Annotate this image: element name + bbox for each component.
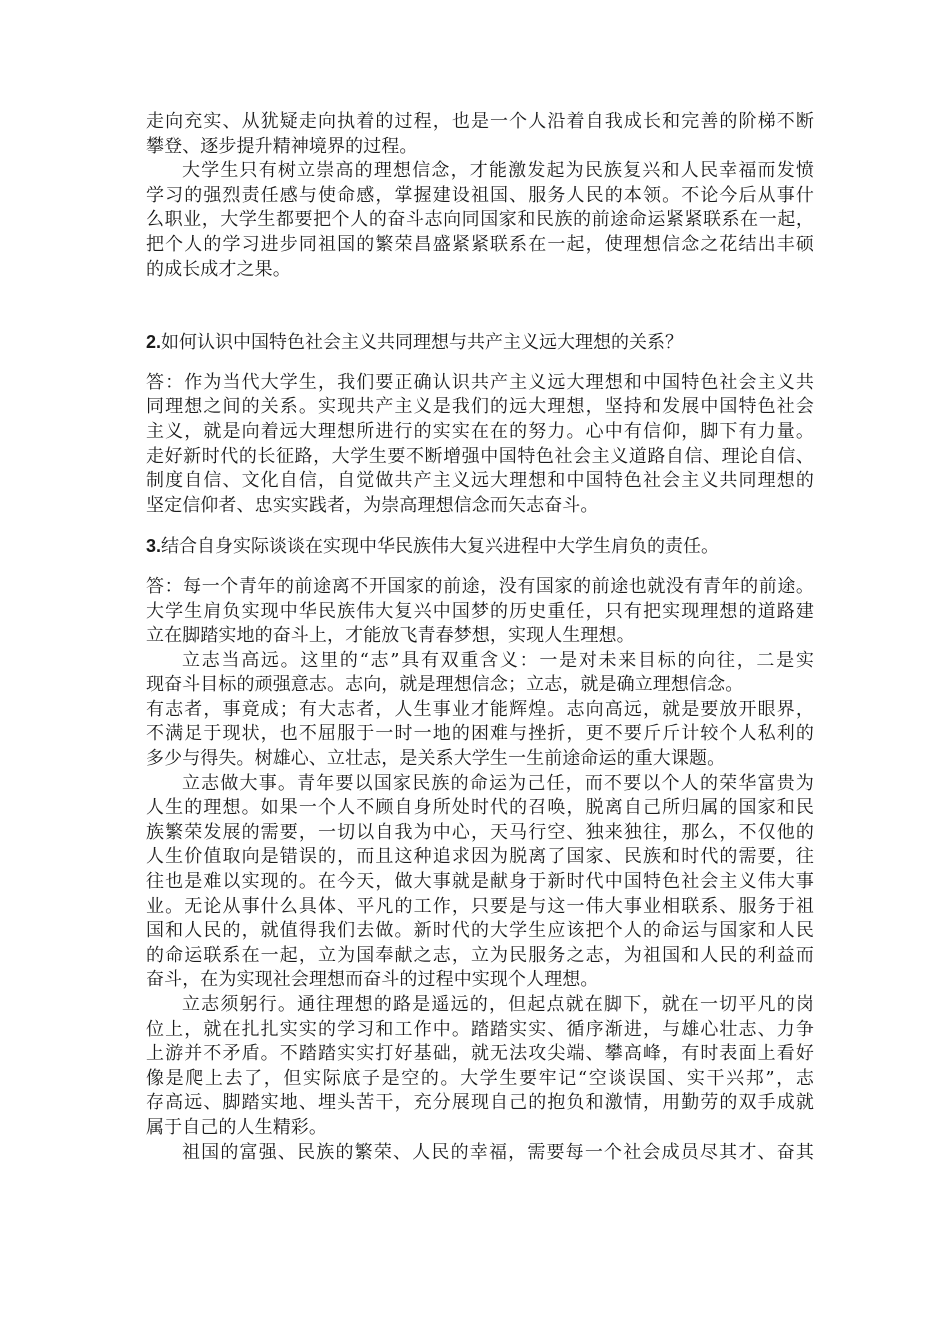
text-line: 业。无论从事什么具体、平凡的工作，只要是与这一伟大事业相联系、服务于祖	[146, 895, 814, 917]
answer-2	[146, 371, 814, 519]
text-line: 立在脚踏实地的奋斗上，才能放飞青春梦想，实现人生理想。	[146, 625, 635, 647]
paragraph-great-deeds	[146, 772, 814, 993]
text-line: 攀登、逐步提升精神境界的过程。	[146, 135, 418, 157]
question-number: 2.	[146, 332, 162, 353]
text-line: 属于自己的人生精彩。	[146, 1116, 327, 1138]
text-line: 制度自信、文化自信，自觉做共产主义远大理想和中国特色社会主义共同理想的	[146, 470, 814, 492]
document-page	[146, 110, 814, 1165]
text-line: 立志须躬行。通往理想的路是遥远的，但起点就在脚下，就在一切平凡的岗	[182, 994, 814, 1015]
text-line: 上游并不矛盾。不踏踏实实打好基础，就无法攻尖端、攀高峰，有时表面上看好	[146, 1043, 814, 1065]
paragraph-closing	[146, 1141, 814, 1166]
text-line: 国和人民的，就值得我们去做。新时代的大学生应该把个人的命运与国家和人民	[146, 920, 814, 942]
text-line: 学习的强烈责任感与使命感，掌握建设祖国、服务人民的本领。不论今后从事什	[146, 184, 814, 206]
text-line: 的成长成才之果。	[146, 258, 291, 280]
spacer	[146, 559, 814, 575]
text-line: 立志当高远。这里的“志”具有双重含义：一是对未来目标的向往，二是实	[182, 649, 814, 671]
text-line: 人生的理想。如果一个人不顾自身所处时代的召唤，脱离自己所归属的国家和民	[146, 797, 814, 819]
text-line: 答：作为当代大学生，我们要正确认识共产主义远大理想和中国特色社会主义共	[146, 371, 814, 393]
text-line: 大学生只有树立崇高的理想信念，才能激发起为民族复兴和人民幸福而发愤	[182, 160, 814, 182]
text-line: 坚定信仰者、忠实实践者，为崇高理想信念而矢志奋斗。	[146, 494, 599, 516]
text-line: 位上，就在扎扎实实的学习和工作中。踏踏实实、循序渐进，与雄心壮志、力争	[146, 1018, 814, 1040]
question-2-heading	[146, 330, 814, 355]
text-line: 像是爬上去了，但实际底子是空的。大学生要牢记“空谈误国、实干兴邦”，志	[146, 1067, 814, 1089]
question-text: 结合自身实际谈谈在实现中华民族伟大复兴进程中大学生肩负的责任。	[161, 536, 720, 558]
question-3-heading	[146, 534, 814, 559]
text-line: 现奋斗目标的顽强意志。志向，就是理想信念；立志，就是确立理想信念。	[146, 674, 744, 696]
text-line: 走好新时代的长征路，大学生要不断增强中国特色社会主义道路自信、理论自信、	[146, 445, 814, 467]
text-line: 人生价值取向是错误的，而且这种追求因为脱离了国家、民族和时代的需要，往	[146, 846, 814, 868]
text-line: 大学生肩负实现中华民族伟大复兴中国梦的历史重任，只有把实现理想的道路建	[146, 600, 814, 622]
text-line: 主义，就是向着远大理想所进行的实实在在的努力。心中有信仰，脚下有力量。	[146, 420, 814, 442]
question-number: 3.	[146, 536, 162, 557]
paragraph-students	[146, 159, 814, 282]
text-line: 的命运联系在一起，立为国奉献之志，立为民服务之志，为祖国和人民的利益而	[146, 944, 814, 966]
paragraph-practice	[146, 993, 814, 1141]
text-line: 族繁荣发展的需要，一切以自我为中心，天马行空、独来独往，那么，不仅他的	[146, 821, 814, 843]
text-line: 往也是难以实现的。在今天，做大事就是献身于新时代中国特色社会主义伟大事	[146, 871, 814, 893]
question-text: 如何认识中国特色社会主义共同理想与共产主义远大理想的关系？	[161, 332, 684, 354]
text-line: 有志者，事竟成；有大志者，人生事业才能辉煌。志向高远，就是要放开眼界，	[146, 698, 814, 720]
text-line: 把个人的学习进步同祖国的繁荣昌盛紧紧联系在一起，使理想信念之花结出丰硕	[146, 233, 814, 255]
text-line: 存高远、脚踏实地、埋头苦干，充分展现自己的抱负和激情，用勤劳的双手成就	[146, 1092, 814, 1114]
text-line: 么职业，大学生都要把个人的奋斗志向同国家和民族的前途命运紧紧联系在一起，	[146, 209, 814, 231]
text-line: 立志做大事。青年要以国家民族的命运为己任，而不要以个人的荣华富贵为	[182, 772, 814, 794]
text-line: 多少与得失。树雄心、立壮志，是关系大学生一生前途命运的重大课题。	[146, 748, 726, 770]
paragraph-lofty-aspiration	[146, 649, 814, 772]
text-line: 不满足于现状，也不屈服于一时一地的困难与挫折，更不要斤斤计较个人私利的	[146, 723, 814, 745]
paragraph-intro	[146, 110, 814, 159]
text-line: 答：每一个青年的前途离不开国家的前途，没有国家的前途也就没有青年的前途。	[146, 575, 814, 597]
spacer	[146, 355, 814, 371]
text-line: 同理想之间的关系。实现共产主义是我们的远大理想，坚持和发展中国特色社会	[146, 396, 814, 418]
spacer	[146, 282, 814, 330]
text-line: 祖国的富强、民族的繁荣、人民的幸福，需要每一个社会成员尽其才、奋其	[182, 1141, 814, 1163]
answer-3-intro	[146, 575, 814, 649]
spacer	[146, 518, 814, 534]
text-line: 走向充实、从犹疑走向执着的过程，也是一个人沿着自我成长和完善的阶梯不断	[146, 111, 814, 132]
text-line: 奋斗，在为实现社会理想而奋斗的过程中实现个人理想。	[146, 969, 599, 991]
